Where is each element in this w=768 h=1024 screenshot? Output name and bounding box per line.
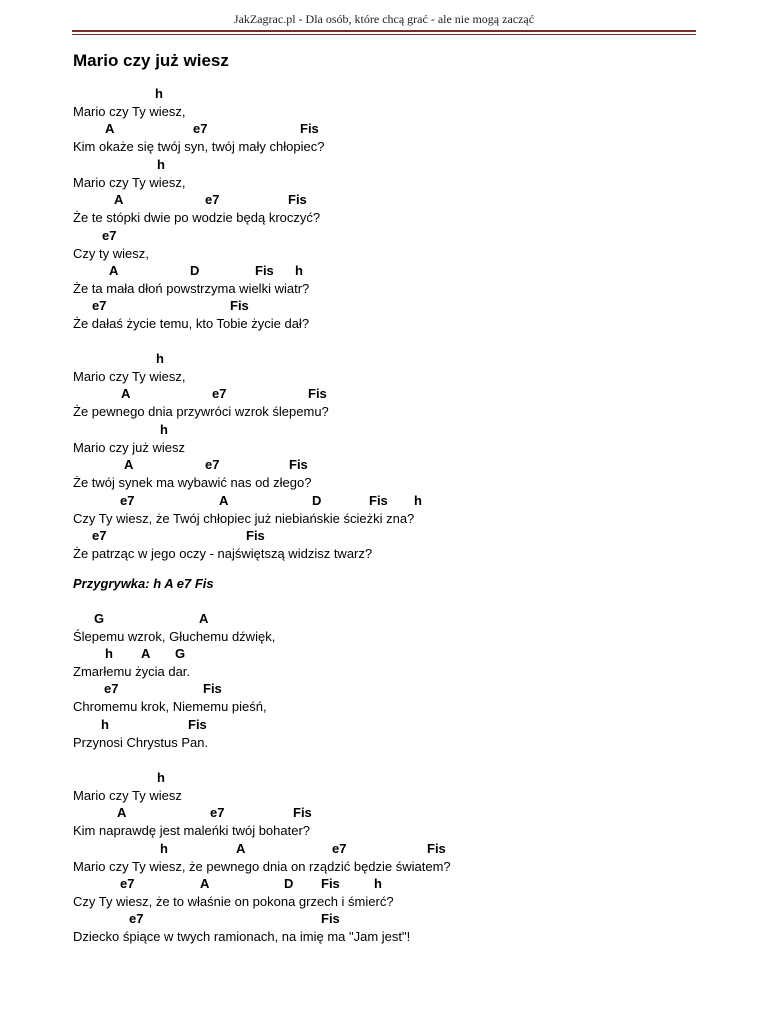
header-rule-thick	[72, 30, 696, 32]
chord: h	[157, 157, 165, 172]
chord: h	[157, 770, 165, 785]
lyric-line: Że patrząc w jego oczy - najświętszą widzisz twarz?	[73, 546, 373, 561]
chord: e7	[129, 911, 144, 926]
interlude-line: Przygrywka: h A e7 Fis	[73, 576, 214, 591]
lyric-line: Dziecko śpiące w twych ramionach, na imię ma "Jam jest"!	[73, 929, 411, 944]
chord: e7	[193, 121, 208, 136]
chord: A	[236, 841, 246, 856]
chord: A	[219, 493, 229, 508]
chord: D	[190, 263, 200, 278]
chord: A	[117, 805, 127, 820]
chord: Fis	[321, 911, 340, 926]
chord: Fis	[255, 263, 274, 278]
chord: h	[105, 646, 113, 661]
chord: e7	[102, 228, 117, 243]
chord: Fis	[203, 681, 222, 696]
chord: h	[160, 841, 168, 856]
chord: h	[374, 876, 382, 891]
chord: G	[175, 646, 186, 661]
chord: A	[105, 121, 115, 136]
chord: Fis	[289, 457, 308, 472]
lyric-line: Mario czy Ty wiesz,	[73, 369, 186, 384]
chord: h	[295, 263, 303, 278]
chord: D	[284, 876, 294, 891]
chord: h	[101, 717, 109, 732]
lyric-line: Że dałaś życie temu, kto Tobie życie dał?	[73, 316, 310, 331]
lyric-line: Kim naprawdę jest maleńki twój bohater?	[73, 823, 311, 838]
chord: A	[124, 457, 134, 472]
chord: e7	[210, 805, 225, 820]
chord: Fis	[308, 386, 327, 401]
chord: A	[199, 611, 209, 626]
chord: Fis	[246, 528, 265, 543]
chord: A	[114, 192, 124, 207]
lyric-line: Mario czy Ty wiesz	[73, 788, 182, 803]
chord: e7	[120, 876, 135, 891]
chord: A	[109, 263, 119, 278]
site-header: JakZagrac.pl - Dla osób, które chcą grać - ale nie mogą zacząć	[233, 12, 535, 26]
chord: Fis	[230, 298, 249, 313]
chord: A	[200, 876, 210, 891]
chord: e7	[120, 493, 135, 508]
chord: e7	[104, 681, 119, 696]
lyric-line: Mario czy Ty wiesz, że pewnego dnia on rządzić będzie światem?	[73, 859, 451, 874]
chord: h	[160, 422, 168, 437]
lyric-line: Że ta mała dłoń powstrzyma wielki wiatr?	[73, 281, 310, 296]
chord: e7	[205, 192, 220, 207]
lyric-line: Że twój synek ma wybawić nas od złego?	[73, 475, 312, 490]
chord: G	[94, 611, 105, 626]
lyric-line: Czy Ty wiesz, że Twój chłopiec już niebiańskie ścieżki zna?	[73, 511, 415, 526]
header-rule-thin	[72, 34, 696, 35]
chord: e7	[212, 386, 227, 401]
chord: Fis	[369, 493, 388, 508]
chord: Fis	[300, 121, 319, 136]
chord: e7	[332, 841, 347, 856]
lyric-line: Ślepemu wzrok, Głuchemu dźwięk,	[73, 629, 276, 644]
chord: Fis	[188, 717, 207, 732]
lyric-line: Że te stópki dwie po wodzie będą kroczyć?	[73, 210, 321, 225]
chord: e7	[92, 298, 107, 313]
lyric-line: Czy Ty wiesz, że to właśnie on pokona grzech i śmierć?	[73, 894, 394, 909]
chord: A	[121, 386, 131, 401]
chord: Fis	[293, 805, 312, 820]
lyric-line: Zmarłemu życia dar.	[73, 664, 191, 679]
chord: A	[141, 646, 151, 661]
chord: Fis	[427, 841, 446, 856]
chord: e7	[92, 528, 107, 543]
chord: Fis	[288, 192, 307, 207]
lyric-line: Chromemu krok, Niememu pieśń,	[73, 699, 267, 714]
song-title: Mario czy już wiesz	[73, 51, 229, 70]
chord: D	[312, 493, 322, 508]
lyric-line: Mario czy Ty wiesz,	[73, 104, 186, 119]
lyric-line: Czy ty wiesz,	[73, 246, 149, 261]
chord: h	[155, 86, 163, 101]
lyric-line: Mario czy Ty wiesz,	[73, 175, 186, 190]
chord: Fis	[321, 876, 340, 891]
lyric-line: Kim okaże się twój syn, twój mały chłopiec?	[73, 139, 325, 154]
chord: h	[414, 493, 422, 508]
lyric-line: Mario czy już wiesz	[73, 440, 185, 455]
lyric-line: Przynosi Chrystus Pan.	[73, 735, 209, 750]
chord: e7	[205, 457, 220, 472]
chord: h	[156, 351, 164, 366]
lyric-line: Że pewnego dnia przywróci wzrok ślepemu?	[73, 404, 329, 419]
